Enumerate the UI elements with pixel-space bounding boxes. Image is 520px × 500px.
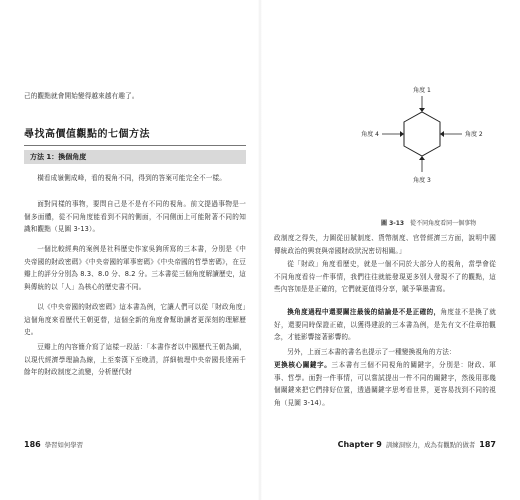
left-paragraph: 一個比較經典的案例是社科歷史作家吳鉤所寫的三本書，分別是《中央帝國的財政密碼》《中央帝國的軍事密碼》《中央帝國的哲學密碼》，在豆瓣上的評分分別為 8.3、8.0 分、8.2 分。三本書從三個角度解讀歷史，這與傳統的以「人」為核心的歷史書不同。 <box>24 245 246 291</box>
heading-divider <box>24 145 246 146</box>
right-footer <box>338 440 496 449</box>
bold-emphasis: 換角度過程中還要關注最後的結論是不是正確的， <box>287 308 441 316</box>
section-heading: 尋找高價值觀點的七個方法 <box>24 129 150 140</box>
left-paragraph: 面對同樣的事物，要問自己是不是有不同的視角。前文提過事物是一個多面體，從不同角度能看到不同的側面，不同側面上可能附著不同的知識和觀點（見圖 3-13）。 <box>24 200 246 234</box>
right-paragraph <box>274 359 496 409</box>
figure-caption <box>381 218 476 227</box>
left-running-title: 學習如何學習 <box>44 441 84 449</box>
chapter-label: Chapter 9 <box>337 440 382 449</box>
method-label: 方法 1：換個角度 <box>30 153 87 161</box>
angle-label-top: 角度 1 <box>413 87 431 94</box>
angle-label-right: 角度 2 <box>465 131 483 138</box>
angle-label-left: 角度 4 <box>361 131 379 138</box>
right-paragraph <box>274 306 496 344</box>
figure-number: 圖 3-13 <box>381 220 405 227</box>
angle-label-bottom: 角度 3 <box>413 177 431 184</box>
figure-caption-text: 從不同角度看同一個事物 <box>410 220 477 227</box>
right-paragraph: 另外，上面三本書的書名也提示了一種變換視角的方法： <box>287 348 456 356</box>
bold-emphasis: 更換核心關鍵字。 <box>274 361 332 369</box>
right-page-number: 187 <box>479 440 496 449</box>
left-footer <box>24 440 83 449</box>
right-paragraph: 從「財政」角度看歷史，就是一個不同於大部分人的視角，當學會從不同角度看待一件事情，我們往往就能發現更多別人發現不了的觀點，這些內容加是是正確的，它們就更值得分享，賦予筆墨書寫。 <box>274 260 496 294</box>
intro-line: 己的觀點就會開始變得越來越有趣了。 <box>24 92 139 100</box>
right-running-title: 訓練洞察力，成為有觀點的做者 <box>385 441 476 449</box>
right-page <box>260 0 520 500</box>
paragraph-text: 三本書有三個不同視角的關鍵字，分別是：財政、軍事、哲學。面對一件事情，可以嘗試提出一件不同的關鍵字，然後用那幾個關鍵來把它們排好位置，透過關鍵字思考看世界，更容易找到不同的視角（見圖 3-14）。 <box>274 361 496 407</box>
hexagon-shape <box>404 112 440 156</box>
angle-diagram <box>352 84 492 214</box>
left-paragraph: 豆瓣上的內容簡介寫了這樣一段話：「本書作者以中國歷代王朝為綱，以現代經濟學理論為線，上至秦漢下至晚清，詳細梳理中央帝國長達兩千餘年的財政制度之流變，分析歷代財 <box>24 343 246 377</box>
left-paragraph: 以《中央帝國的財政密碼》這本書為例，它讓人們可以從「財政角度」這個角度來看歷代王朝更替，這個全新的角度會幫助讀者更深刻的理解歷史。 <box>24 303 246 337</box>
left-page-number: 186 <box>24 440 41 449</box>
right-paragraph: 政制度之得失，力圖從田賦制度、貨幣制度、官營經濟三方面，說明中國傳統政治的興衰與帝國財政狀況密切相關。」 <box>274 234 496 255</box>
left-paragraph: 橫看成嶺側成峰，看的視角不同，得到的答案可能完全不一樣。 <box>37 174 227 182</box>
paragraph-text: 角度並不是換了就好，還要同時保證正確，以獲得建設的三本書為例，是先有文不佳章拍觀念，才能影響接著影響的。 <box>274 308 496 342</box>
method-label-bar <box>24 150 246 164</box>
